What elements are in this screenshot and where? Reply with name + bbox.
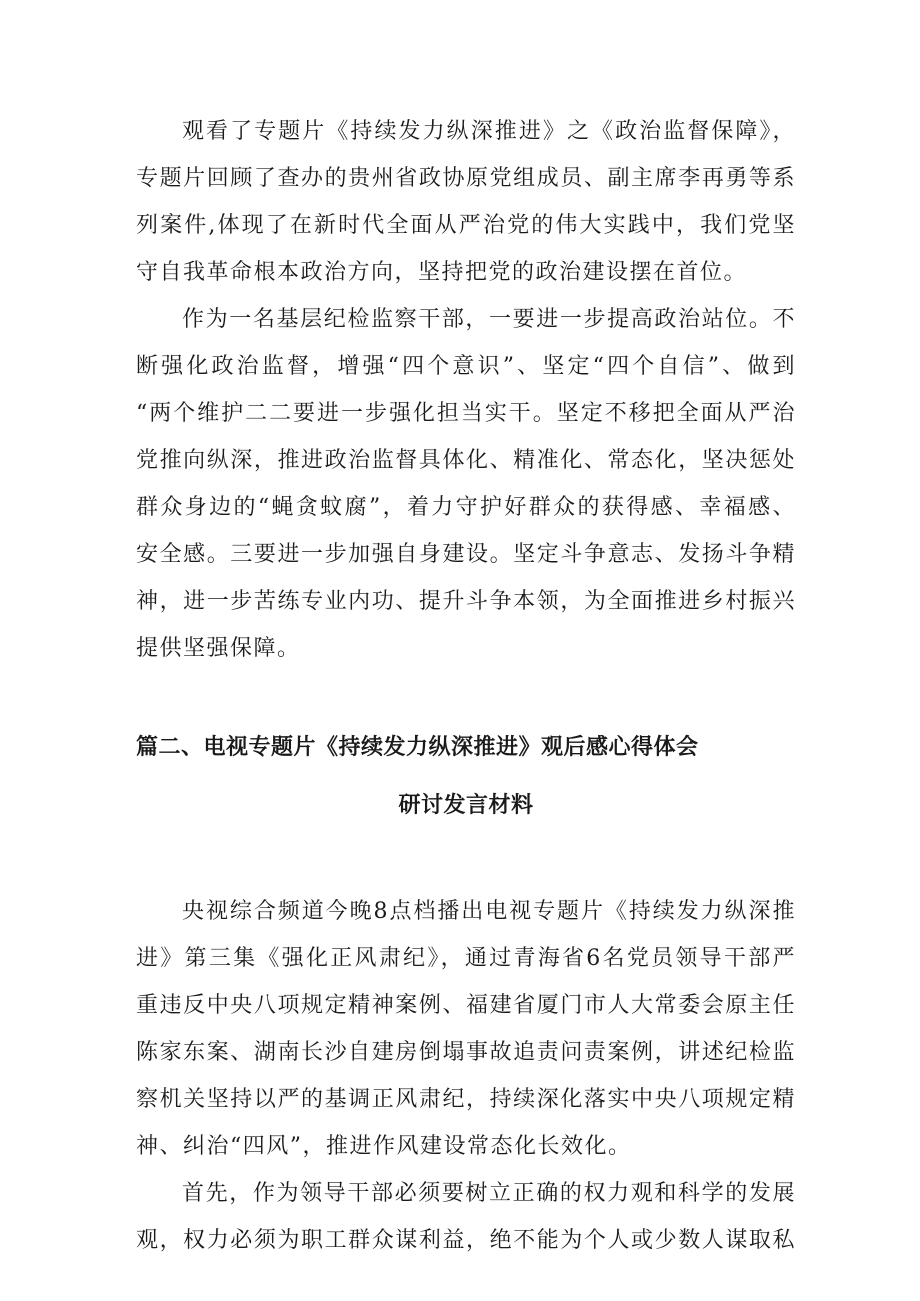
text-line: 重违反中央八项规定精神案例、福建省厦门市人大常委会原主任 [136, 993, 796, 1018]
spacer [136, 828, 796, 888]
text-line: 首先，作为领导干部必须要树立正确的权力观和科学的发展 [182, 1181, 796, 1206]
text-line: 群众身边的“蝇贪蚊腐”，着力守护好群众的获得感、幸福感、 [136, 495, 796, 520]
paragraph-1 [136, 108, 796, 296]
text-line: 察机关坚持以严的基调正风肃纪，持续深化落实中央八项规定精 [136, 1087, 796, 1112]
paragraph-2 [136, 296, 796, 672]
text-line: 神、纠治“四风”，推进作风建设常态化长效化。 [136, 1134, 632, 1159]
text-line: 安全感。三要进一步加强自身建设。坚定斗争意志、发扬斗争精 [136, 542, 796, 567]
section-subtitle: 研讨发言材料 [398, 793, 534, 818]
text-line: 观，权力必须为职工群众谋利益，绝不能为个人或少数人谋取私 [136, 1228, 796, 1253]
text-line: 列案件,体现了在新时代全面从严治党的伟大实践中，我们党坚 [136, 213, 796, 238]
text-line: 专题片回顾了查办的贵州省政协原党组成员、副主席李再勇等系 [136, 166, 796, 191]
paragraph-4 [136, 1170, 796, 1264]
text-line: 进》第三集《强化正风肃纪》，通过青海省6名党员领导干部严 [136, 946, 796, 971]
text-line: 观看了专题片《持续发力纵深推进》之《政治监督保障》， [182, 119, 796, 144]
text-line: 作为一名基层纪检监察干部，一要进一步提高政治站位。不 [182, 307, 796, 332]
text-line: 央视综合频道今晚8点档播出电视专题片《持续发力纵深推 [182, 899, 796, 924]
document-page [136, 108, 796, 1264]
text-line: 守自我革命根本政治方向，坚持把党的政治建设摆在首位。 [136, 260, 748, 285]
text-line: 陈家东案、湖南长沙自建房倒塌事故追责问责案例，讲述纪检监 [136, 1040, 796, 1065]
text-line: 党推向纵深，推进政治监督具体化、精准化、常态化，坚决惩处 [136, 448, 796, 473]
paragraph-3 [136, 888, 796, 1170]
text-line: 提供坚强保障。 [136, 636, 301, 661]
text-line: 断强化政治监督，增强“四个意识”、坚定“四个自信”、做到 [136, 354, 796, 379]
text-line: “两个维护二二要进一步强化担当实干。坚定不移把全面从严治 [136, 401, 796, 426]
text-line: 神，进一步苦练专业内功、提升斗争本领，为全面推进乡村振兴 [136, 589, 796, 614]
section-title: 篇二、电视专题片《持续发力纵深推进》观后感心得体会 [136, 735, 699, 760]
